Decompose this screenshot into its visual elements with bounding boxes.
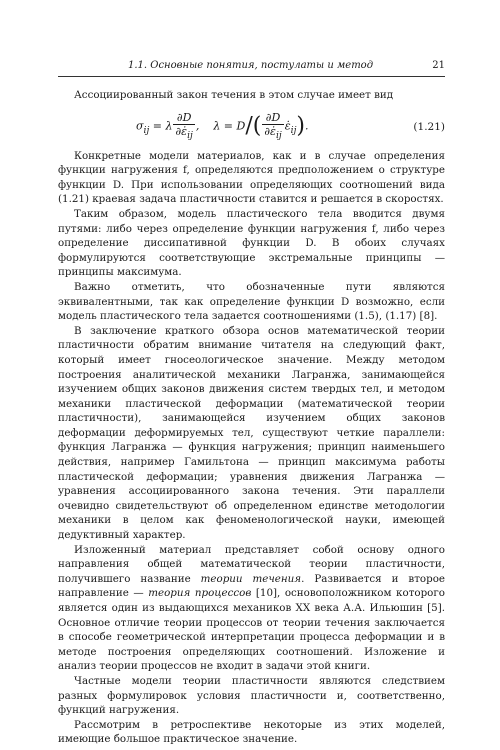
page-body	[58, 88, 445, 747]
equation-1-21	[58, 107, 445, 143]
paragraph: Рассмотрим в ретроспективе некоторые из этих моделей, имеющие большое практическое значение.	[58, 718, 445, 746]
paragraph: Таким образом, модель пластического тела вводится двумя путями: либо через определение функции нагружения f, либо через определение диссипативной функции D. В обоих случаях формулируются соответствующие экстремальные принципы — принципы максимума.	[58, 207, 445, 279]
text-run: [10], основоположником которого является один из выдающихся механиков XX века А.А. Ильюшин [5]. Основное отличие теории процессов от теории течения заключается в способе геометрической интерпретации процесса деформации и в методе построения определяющих соотношений. Изложение и анализ теории процессов не входит в задачи этой книги.	[58, 587, 445, 673]
running-head-title: 1.1. Основные понятия, постулаты и метод	[128, 60, 374, 71]
running-head	[58, 58, 445, 74]
paragraph: В заключение краткого обзора основ математической теории пластичности обратим внимание читателя на следующий факт, который имеет гносеологическое значение. Между методом построения аналитической механики Лагранжа, занимающейся изучением общих законов движения систем твердых тел, и методом механики пластической деформации (математической теории пластичности), занимающейся изучением общих законов деформации деформируемых тел, существуют четкие параллели: функция Лагранжа — функция нагружения; принцип наименьшего действия, например Гамильтона — принцип максимума работы пластической деформации; уравнения движения Лагранжа — уравнения ассоциированного закона течения. Эти параллели очевидно свидетельствуют об определенном единстве методологии механики в целом как феноменологической науки, имеющей дедуктивный характер.	[58, 324, 445, 542]
page-number: 21	[432, 60, 445, 71]
equation-formula: $\sigma_{ij} = \lambda$ $\frac{\partial D}{\partial\varepsiloṅ_{ij}}$ , λ = D/( $\frac{\partial D}{\partial\varepsiloṅ_{ij}}$ $\varepsiloṅ_{ij}$).	[136, 110, 309, 141]
intro-paragraph: Ассоциированный закон течения в этом случае имеет вид	[74, 89, 394, 101]
paragraph: Важно отметить, что обозначенные пути являются эквивалентными, так как определение функции D возможно, если модель пластического тела задается соотношениями (1.5), (1.17) [8].	[58, 280, 445, 323]
paragraph: Частные модели теории пластичности являются следствием разных формулировок условия пластичности и, соответственно, функций нагружения.	[58, 674, 445, 717]
paragraph	[58, 543, 445, 674]
term-flow-theory: теории течения	[200, 572, 302, 585]
text-run: . Развивается и второе направление —	[58, 572, 445, 600]
header-rule	[58, 76, 445, 77]
paragraph: Конкретные модели материалов, как и в случае определения функции нагружения f, определяются предположением о структуре функции D. При использовании определяющих соотношений вида (1.21) краевая задача пластичности ставится и решается в скоростях.	[58, 149, 445, 206]
term-process-theory: теория процессов	[148, 587, 252, 600]
equation-number: (1.21)	[413, 120, 445, 133]
text-run: Изложенный материал представляет собой основу одного направления общей математической теории пластичности, получившего название	[58, 543, 445, 585]
